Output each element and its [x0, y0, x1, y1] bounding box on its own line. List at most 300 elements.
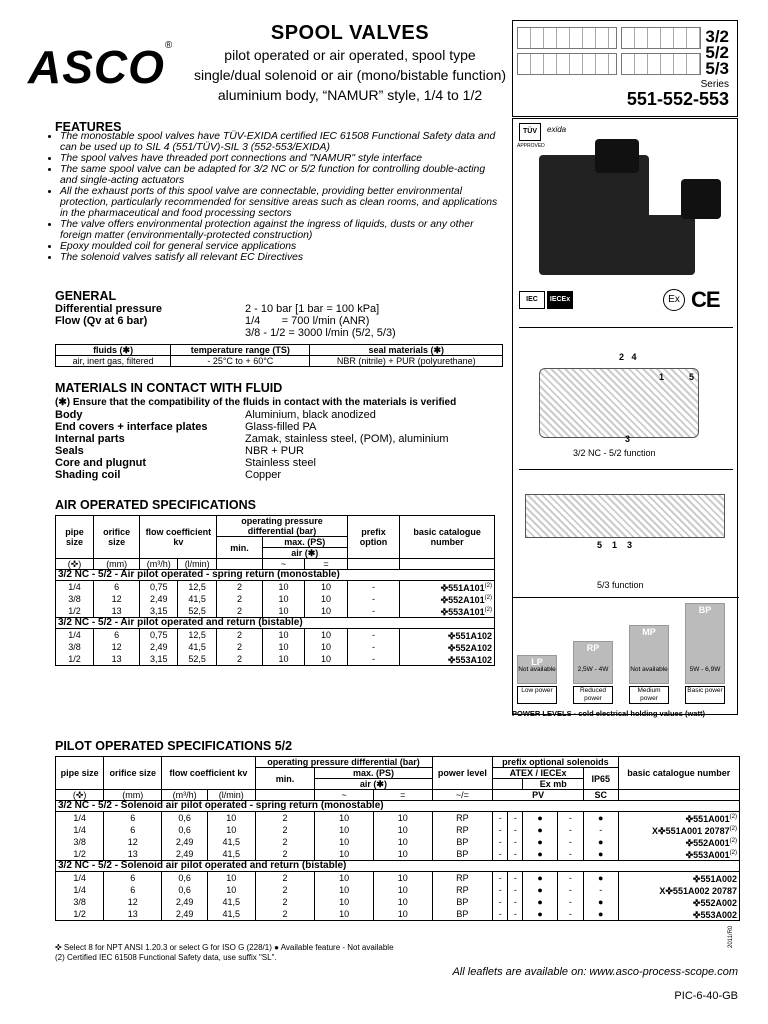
- table-row: [56, 593, 495, 605]
- col-pipe: pipe size: [56, 516, 94, 559]
- table-cell: -: [557, 836, 583, 848]
- col-air: air (✱): [315, 779, 432, 790]
- table-cell: 10: [373, 812, 432, 825]
- table-cell: 10: [262, 629, 304, 642]
- table-cell: ●: [523, 848, 557, 861]
- section-title: 3/2 NC - 5/2 - Solenoid air pilot operated and return (bistable): [56, 861, 740, 872]
- catalogue-number: [618, 836, 739, 848]
- air-spec-table: [55, 515, 495, 666]
- power-tag: BP: [698, 605, 712, 615]
- exida-logo: exida: [547, 125, 567, 134]
- features-heading: FEATURES: [55, 120, 122, 134]
- table-cell: -: [493, 896, 508, 908]
- table-cell: 0,6: [162, 812, 208, 825]
- table-cell: 52,5: [178, 653, 217, 666]
- feature-item: • The valve offers environmental protection against the ingress of liquids, dusts or any other foreign matter (environmentally-protected construction): [60, 219, 500, 241]
- table-cell: -: [583, 884, 618, 896]
- col-orifice: orifice size: [93, 516, 139, 559]
- table-cell: 6: [104, 872, 162, 885]
- table-cell: ●: [583, 896, 618, 908]
- temp-value: - 25°C to + 60°C: [171, 356, 310, 367]
- col-prefix: prefix option: [347, 516, 400, 559]
- catalogue-code: ✜552A102: [447, 643, 492, 653]
- table-cell: 10: [262, 653, 304, 666]
- table-row: [56, 908, 740, 921]
- feature-item: • Epoxy moulded coil for general service applications: [60, 241, 500, 252]
- table-cell: BP: [432, 836, 493, 848]
- table-cell: 2: [217, 653, 263, 666]
- table-cell: ●: [523, 908, 557, 921]
- col-op-pressure: operating pressure differential (bar): [255, 757, 432, 768]
- unit-cell: [255, 790, 315, 801]
- table-cell: 2: [217, 629, 263, 642]
- table-cell: 1/4: [56, 884, 104, 896]
- catalogue-number: [400, 593, 495, 605]
- table-cell: 10: [208, 812, 255, 825]
- catalogue-code: ✜551A002: [692, 874, 737, 884]
- catalogue-code: X✜551A001 20787: [652, 826, 730, 836]
- table-cell: BP: [432, 848, 493, 861]
- table-row: [56, 848, 740, 861]
- table-cell: 10: [208, 872, 255, 885]
- table-cell: 2: [255, 896, 315, 908]
- diagram-5-3: [519, 469, 733, 593]
- unit-cell: (mm): [93, 559, 139, 570]
- table-cell: 10: [315, 872, 374, 885]
- power-watts: Not available: [518, 666, 556, 673]
- table-cell: 12,5: [178, 581, 217, 594]
- table-cell: ●: [583, 836, 618, 848]
- table-cell: -: [347, 629, 400, 642]
- table-cell: -: [493, 848, 508, 861]
- port-3-label: 3: [625, 434, 631, 444]
- catalogue-number: [618, 872, 739, 885]
- table-cell: -: [347, 641, 400, 653]
- coil-photo-2: [681, 179, 721, 219]
- table-row: [56, 824, 740, 836]
- section-drawing-2: [525, 494, 725, 538]
- table-cell: 10: [208, 824, 255, 836]
- table-cell: 10: [315, 896, 374, 908]
- table-cell: 2: [217, 581, 263, 594]
- catalogue-number: [618, 824, 739, 836]
- table-cell: 10: [315, 812, 374, 825]
- col-flow: flow coefficient kv: [140, 516, 217, 559]
- catalogue-number: [400, 641, 495, 653]
- table-cell: 0,6: [162, 884, 208, 896]
- table-cell: 3,15: [140, 653, 178, 666]
- table-cell: 12: [104, 836, 162, 848]
- table-cell: 41,5: [178, 593, 217, 605]
- table-cell: 12: [93, 593, 139, 605]
- iecex-logo: IECEx: [547, 291, 573, 309]
- cert-note: (2): [484, 583, 492, 589]
- catalogue-number: [618, 848, 739, 861]
- table-row: [56, 641, 495, 653]
- table-cell: 10: [305, 605, 348, 618]
- power-tag: RP: [586, 643, 600, 653]
- table-cell: 2: [217, 593, 263, 605]
- ratio-5-3: 5/3: [705, 59, 729, 78]
- table-cell: ●: [523, 812, 557, 825]
- diff-pressure-label: Differential pressure: [55, 303, 162, 315]
- port-5-label: 5: [689, 372, 695, 382]
- table-cell: -: [508, 872, 523, 885]
- unit-cell: =: [373, 790, 432, 801]
- table-cell: 2,49: [162, 896, 208, 908]
- table-cell: 2,49: [140, 593, 178, 605]
- col-basic: basic catalogue number: [400, 516, 495, 559]
- table-cell: 10: [373, 908, 432, 921]
- table-cell: 10: [315, 884, 374, 896]
- unit-cell: (m³/h): [162, 790, 208, 801]
- table-cell: -: [493, 836, 508, 848]
- table-cell: 12: [93, 641, 139, 653]
- table-cell: 1/4: [56, 812, 104, 825]
- table-cell: 6: [104, 884, 162, 896]
- table-cell: 10: [262, 605, 304, 618]
- series-number: 551-552-553: [626, 89, 729, 109]
- table-cell: 10: [305, 581, 348, 594]
- cert-note: (2): [729, 826, 737, 832]
- unit-cell: [217, 559, 263, 570]
- unit-cell: (✜): [56, 559, 94, 570]
- material-part: End covers + interface plates: [55, 421, 208, 433]
- table-row: [56, 629, 495, 642]
- ports-label-bottom: 5 1 3: [597, 540, 633, 550]
- revision-code: 2011/R0: [728, 925, 734, 948]
- table-cell: 2: [217, 641, 263, 653]
- table-cell: -: [557, 884, 583, 896]
- catalogue-code: ✜551A101: [440, 583, 485, 593]
- ce-mark-icon: CE: [691, 287, 720, 312]
- section-title: 3/2 NC - 5/2 - Air pilot operated - spring return (monostable): [56, 570, 495, 581]
- table-cell: ●: [583, 908, 618, 921]
- unit-cell: ~: [262, 559, 304, 570]
- table-row: [56, 872, 740, 885]
- catalogue-code: ✜552A101: [440, 595, 485, 605]
- material-part: Internal parts: [55, 433, 125, 445]
- power-levels: [513, 597, 739, 716]
- flow-value-1: 1/4 = 700 l/min (ANR): [245, 315, 370, 327]
- power-watts: 2,5W - 4W: [577, 666, 609, 673]
- material-part: Core and plugnut: [55, 457, 147, 469]
- catalogue-number: [400, 581, 495, 594]
- unit-cell: =: [305, 559, 348, 570]
- table-cell: ●: [523, 836, 557, 848]
- unit-cell: ~/=: [432, 790, 493, 801]
- catalogue-number: [400, 629, 495, 642]
- symbol-3-2-icon: [517, 27, 617, 49]
- section-row: [56, 618, 495, 629]
- table-cell: 10: [305, 593, 348, 605]
- port-1-label: 1: [659, 372, 665, 382]
- table-cell: -: [557, 848, 583, 861]
- table-cell: 0,75: [140, 629, 178, 642]
- table-cell: 41,5: [208, 836, 255, 848]
- general-heading: GENERAL: [55, 289, 117, 303]
- table-cell: ●: [583, 812, 618, 825]
- ports-label-top: 2 4: [619, 352, 637, 362]
- catalogue-code: X✜551A002 20787: [659, 886, 737, 896]
- symbol-5-2-icon: [621, 27, 701, 49]
- table-cell: 3/8: [56, 593, 94, 605]
- tuv-logo: TÜV: [519, 123, 541, 141]
- table-cell: RP: [432, 884, 493, 896]
- unit-cell: (l/min): [178, 559, 217, 570]
- series-label: Series: [700, 79, 729, 90]
- table-cell: 2: [217, 605, 263, 618]
- footnote-1: ✜ Select 8 for NPT ANSI 1.20.3 or select G for ISO G (228/1) ● Available feature - Not available: [55, 943, 394, 952]
- features-list: [60, 131, 500, 263]
- catalogue-number: [618, 896, 739, 908]
- material-value: Zamak, stainless steel, (POM), aluminium: [245, 433, 449, 445]
- table-cell: -: [508, 812, 523, 825]
- table-cell: 10: [373, 848, 432, 861]
- air-spec-heading: AIR OPERATED SPECIFICATIONS: [55, 498, 256, 512]
- section-row: [56, 570, 495, 581]
- feature-item: • The solenoid valves satisfy all relevant EC Directives: [60, 252, 500, 263]
- subtitle-1: pilot operated or air operated, spool type: [224, 47, 476, 63]
- unit-cell: (mm): [104, 790, 162, 801]
- col-prefix-solenoids: prefix optional solenoids: [493, 757, 618, 768]
- section-row: [56, 801, 740, 812]
- table-cell: -: [493, 908, 508, 921]
- table-cell: 10: [373, 884, 432, 896]
- table-cell: 12,5: [178, 629, 217, 642]
- subtitle-3: aluminium body, “NAMUR” style, 1/4 to 1/2: [217, 87, 483, 103]
- power-label: Low power: [517, 686, 557, 704]
- table-cell: 6: [104, 812, 162, 825]
- table-cell: 0,6: [162, 824, 208, 836]
- table-cell: 10: [262, 641, 304, 653]
- table-cell: 10: [262, 581, 304, 594]
- sc-cell: SC: [583, 790, 618, 801]
- col-atex: ATEX / IECEx: [493, 768, 584, 779]
- table-cell: 10: [305, 629, 348, 642]
- unit-cell: ~: [315, 790, 374, 801]
- temp-header: temperature range (TS): [171, 345, 310, 356]
- page-code: PIC-6-40-GB: [674, 990, 738, 1002]
- symbol-5-3-icon: [621, 53, 701, 75]
- table-cell: 6: [93, 629, 139, 642]
- table-cell: 1/2: [56, 908, 104, 921]
- cert-note: (2): [729, 838, 737, 844]
- feature-item: • The monostable spool valves have TÜV-EXIDA certified IEC 61508 Functional Safety data and can be used up to SIL 4 (551/TÜV)-SIL 3 (552-553/EXIDA): [60, 131, 500, 153]
- catalogue-number: [618, 908, 739, 921]
- table-cell: ●: [523, 872, 557, 885]
- power-watts: Not available: [630, 666, 668, 673]
- table-cell: 2: [255, 824, 315, 836]
- catalogue-number: [400, 653, 495, 666]
- fluids-table: [55, 344, 503, 367]
- col-op-pressure: operating pressure differential (bar): [217, 516, 348, 537]
- catalogue-code: ✜551A102: [447, 631, 492, 641]
- table-row: [56, 653, 495, 666]
- table-cell: 3,15: [140, 605, 178, 618]
- material-value: NBR + PUR: [245, 445, 304, 457]
- col-min: min.: [255, 768, 315, 790]
- power-tag: MP: [642, 627, 656, 637]
- table-cell: 13: [93, 605, 139, 618]
- asco-logo: ASCO®: [28, 40, 174, 93]
- section-title: 3/2 NC - 5/2 - Solenoid air pilot operated - spring return (monostable): [56, 801, 740, 812]
- table-cell: -: [493, 884, 508, 896]
- table-cell: BP: [432, 896, 493, 908]
- catalogue-code: ✜553A001: [685, 850, 730, 860]
- feature-item: • All the exhaust ports of this spool valve are connectable, providing better environmental protection, particularly recommended for sensitive areas such as clean rooms, and applications in the pharmaceutical and food processing sectors: [60, 186, 500, 219]
- general-specs: [55, 303, 505, 339]
- unit-cell: (l/min): [208, 790, 255, 801]
- table-cell: -: [508, 848, 523, 861]
- subtitle-2: single/dual solenoid or air (mono/bistable function): [193, 67, 507, 83]
- col-pipe: pipe size: [56, 757, 104, 790]
- table-cell: 10: [373, 896, 432, 908]
- table-cell: -: [493, 872, 508, 885]
- table-cell: 10: [315, 836, 374, 848]
- symbol-5-2b-icon: [517, 53, 617, 75]
- table-cell: 2: [255, 836, 315, 848]
- feature-item: • The same spool valve can be adapted for 3/2 NC or 5/2 function for controlling double-acting and single-acting actuators: [60, 164, 500, 186]
- material-value: Aluminium, black anodized: [245, 409, 376, 421]
- caption-3-2: 3/2 NC - 5/2 function: [573, 448, 656, 458]
- pv-cell: PV: [493, 790, 584, 801]
- pilot-spec-heading: PILOT OPERATED SPECIFICATIONS 5/2: [55, 739, 293, 753]
- table-cell: -: [493, 812, 508, 825]
- table-cell: 0,6: [162, 872, 208, 885]
- table-cell: 10: [373, 824, 432, 836]
- table-cell: 10: [315, 824, 374, 836]
- catalogue-code: ✜551A001: [685, 814, 730, 824]
- table-cell: 13: [93, 653, 139, 666]
- table-cell: -: [508, 896, 523, 908]
- material-part: Body: [55, 409, 83, 421]
- col-orifice: orifice size: [104, 757, 162, 790]
- table-cell: -: [508, 884, 523, 896]
- section-title: 3/2 NC - 5/2 - Air pilot operated and return (bistable): [56, 618, 495, 629]
- flow-value-2: 3/8 - 1/2 = 3000 l/min (5/2, 5/3): [245, 327, 396, 339]
- table-cell: -: [583, 824, 618, 836]
- material-value: Glass-filled PA: [245, 421, 317, 433]
- cert-note: (2): [729, 814, 737, 820]
- table-row: [56, 836, 740, 848]
- table-cell: 3/8: [56, 896, 104, 908]
- power-label: Basic power: [685, 686, 725, 704]
- table-cell: RP: [432, 824, 493, 836]
- table-cell: 41,5: [178, 641, 217, 653]
- unit-cell: [618, 790, 739, 801]
- table-row: [56, 812, 740, 825]
- col-power: power level: [432, 757, 493, 790]
- table-cell: ●: [523, 824, 557, 836]
- table-cell: -: [557, 872, 583, 885]
- cert-note: (2): [484, 607, 492, 613]
- table-cell: -: [557, 824, 583, 836]
- cert-note: (2): [729, 850, 737, 856]
- diagram-3-2-52: [519, 327, 733, 467]
- unit-cell: (m³/h): [140, 559, 178, 570]
- table-cell: -: [508, 836, 523, 848]
- table-cell: ●: [523, 896, 557, 908]
- pilot-spec-table: [55, 756, 740, 921]
- table-cell: 1/2: [56, 848, 104, 861]
- table-cell: 52,5: [178, 605, 217, 618]
- table-cell: ●: [523, 884, 557, 896]
- fluids-header: fluids (✱): [56, 345, 171, 356]
- table-row: [56, 581, 495, 594]
- table-cell: RP: [432, 812, 493, 825]
- col-max: max. (PS): [262, 537, 347, 548]
- table-cell: 2: [255, 872, 315, 885]
- table-cell: -: [347, 581, 400, 594]
- approved-label: APPROVED: [517, 143, 545, 149]
- flow-label: Flow (Qv at 6 bar): [55, 315, 148, 327]
- table-cell: 6: [104, 824, 162, 836]
- material-value: Copper: [245, 469, 282, 481]
- table-cell: 10: [315, 848, 374, 861]
- catalogue-code: ✜552A002: [692, 898, 737, 908]
- section-drawing-1: [539, 368, 699, 438]
- col-basic: basic catalogue number: [618, 757, 739, 790]
- col-air: air (✱): [262, 548, 347, 559]
- seal-header: seal materials (✱): [310, 345, 503, 356]
- table-cell: 41,5: [208, 896, 255, 908]
- table-cell: -: [557, 812, 583, 825]
- caption-5-3: 5/3 function: [597, 580, 644, 590]
- power-watts: 5W - 6,9W: [689, 666, 721, 673]
- catalogue-code: ✜552A001: [685, 838, 730, 848]
- table-cell: -: [493, 824, 508, 836]
- table-cell: 1/4: [56, 581, 94, 594]
- catalogue-code: ✜553A102: [447, 655, 492, 665]
- table-cell: -: [347, 593, 400, 605]
- table-cell: -: [508, 908, 523, 921]
- table-cell: 1/4: [56, 629, 94, 642]
- table-cell: 10: [208, 884, 255, 896]
- series-box: [512, 20, 738, 117]
- materials-note: (✱) Ensure that the compatibility of the fluids in contact with the materials is verified: [55, 397, 457, 408]
- catalogue-code: ✜553A101: [440, 607, 485, 617]
- table-cell: 41,5: [208, 908, 255, 921]
- material-part: Seals: [55, 445, 84, 457]
- catalogue-code: ✜553A002: [692, 910, 737, 920]
- cert-note: (2): [484, 595, 492, 601]
- material-part: Shading coil: [55, 469, 121, 481]
- unit-cell: (✜): [56, 790, 104, 801]
- footnote-2: (2) Certified IEC 61508 Functional Safety data, use suffix "SL".: [55, 953, 277, 962]
- col-exmb: Ex mb: [523, 779, 584, 790]
- table-row: [56, 884, 740, 896]
- table-cell: 2: [255, 812, 315, 825]
- ratio-3-2: 3/2: [705, 27, 729, 46]
- power-tag: LP: [531, 657, 543, 667]
- table-cell: 0,75: [140, 581, 178, 594]
- catalogue-number: [400, 605, 495, 618]
- table-cell: 2,49: [162, 848, 208, 861]
- power-label: Medium power: [629, 686, 669, 704]
- table-cell: 2: [255, 908, 315, 921]
- unit-cell: [347, 559, 400, 570]
- materials-heading: MATERIALS IN CONTACT WITH FLUID: [55, 381, 283, 395]
- diff-pressure-value: 2 - 10 bar [1 bar = 100 kPa]: [245, 303, 380, 315]
- power-label: Reduced power: [573, 686, 613, 704]
- col-ip65: IP65: [583, 768, 618, 790]
- table-cell: -: [508, 824, 523, 836]
- table-cell: 1/4: [56, 824, 104, 836]
- materials-list: [55, 409, 505, 483]
- feature-item: • The spool valves have threaded port connections and "NAMUR" style interface: [60, 153, 500, 164]
- table-cell: 10: [373, 836, 432, 848]
